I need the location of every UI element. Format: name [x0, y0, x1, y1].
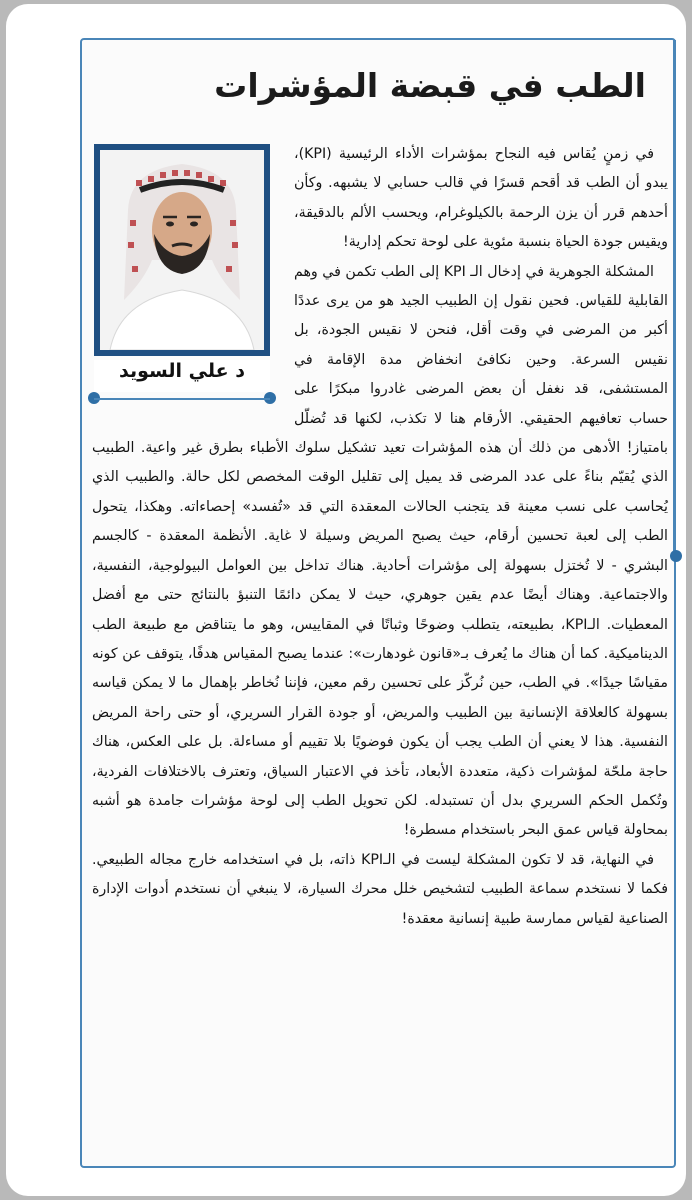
frame-accent-line: [673, 40, 676, 560]
article-body: [92, 140, 668, 934]
frame-dot: [670, 550, 682, 562]
article-title: الطب في قبضة المؤشرات: [214, 66, 646, 105]
paragraph-1: في زمنٍ يُقاس فيه النجاح بمؤشرات الأداء الرئيسية (KPI)، يبدو أن الطب قد أقحم قسرًا في قالب حسابي لا يشبهه. وكأن أحدهم قرر أن يزن الرحمة بالكيلوغرام، ويحسب الألم بالدقيقة، ويقيس جودة الحياة بنسبة مئوية على لوحة تحكم إدارية!: [294, 146, 668, 251]
author-name: د علي السويد: [94, 360, 270, 392]
photo-spacer: [92, 140, 284, 410]
page: [6, 4, 686, 1196]
paragraph-3: في النهاية، قد لا تكون المشكلة ليست في الـKPI ذاته، بل في استخدامه خارج مجاله الطبيعي. فكما لا نستخدم سماعة الطبيب لتشخيص خلل محرك السيارة، لا ينبغي أن نستخدم أدوات الإدارة الصناعية لقياس ممارسة طبية إنسانية معقدة!: [92, 851, 668, 927]
article-frame: [80, 38, 676, 1168]
paragraph-2: المشكلة الجوهرية في إدخال الـ KPI إلى الطب تكمن في وهم القابلية للقياس. فحين نقول إن الطبيب الجيد هو من يرى عددًا أكبر من المرضى في وقت أقل، فنحن لا نقيس الجودة، بل نقيس السرعة. وحين نكافئ انخفاض مدة الإقامة في المستشفى، قد نغفل أن بعض المرضى غادروا مبكرًا على حساب تعافيهم الحقيقي. الأرقام هنا لا تكذب، لكنها قد تُضلّل بامتياز! الأدهى من ذلك أن هذه المؤشرات تعيد تشكيل سلوك الأطباء بطرق غير واعية. الطبيب الذي يُقيّم بناءً على عدد المرضى قد يميل إلى تقليل الوقت المخصص لكل حالة. والطبيب الذي يُحاسب على نسب معينة قد يتجنب الحالات المعقدة التي قد «تُفسد» إحصاءاته. وهكذا، يتحول الطب إلى لعبة تحسين أرقام، حيث يصبح المريض وسيلة لا غاية. الأنظمة المعقدة - كالجسم البشري - لا تُختزل بسهولة إلى مؤشرات أحادية. هناك تداخل بين العوامل البيولوجية، النفسية، والاجتماعية. وهناك أيضًا عدم يقين جوهري، حيث لا يمكن دائمًا التنبؤ بالنتائج حتى مع أفضل المعطيات. الـKPI، بطبيعته، يتطلب وضوحًا وثباتًا في المقاييس، وهو ما يتناقض مع طبيعة الطب الديناميكية. كما أن هناك ما يُعرف بـ«قانون غودهارت»: عندما يصبح المقياس هدفًا، يتوقف عن كونه مقياسًا جيدًا». في الطب، حين نُركّز على تحسين رقم معين، فإننا نُخاطر بإهمال ما لا يمكن قياسه بسهولة كالعلاقة الإنسانية بين الطبيب والمريض، أو جودة القرار السريري، أو حتى راحة المريض النفسية. هذا لا يعني أن الطب يجب أن يكون فوضويًا بلا تقييم أو مساءلة. بل على العكس، هناك حاجة ملحّة لمؤشرات ذكية، متعددة الأبعاد، تأخذ في الاعتبار السياق، وتعترف بالاختلافات الفردية، وتُكمل الحكم السريري بدل أن تستبدله. لكن تحويل الطب إلى لوحة مؤشرات جامدة هو أشبه بمحاولة قياس عمق البحر باستخدام مسطرة!: [92, 263, 668, 839]
